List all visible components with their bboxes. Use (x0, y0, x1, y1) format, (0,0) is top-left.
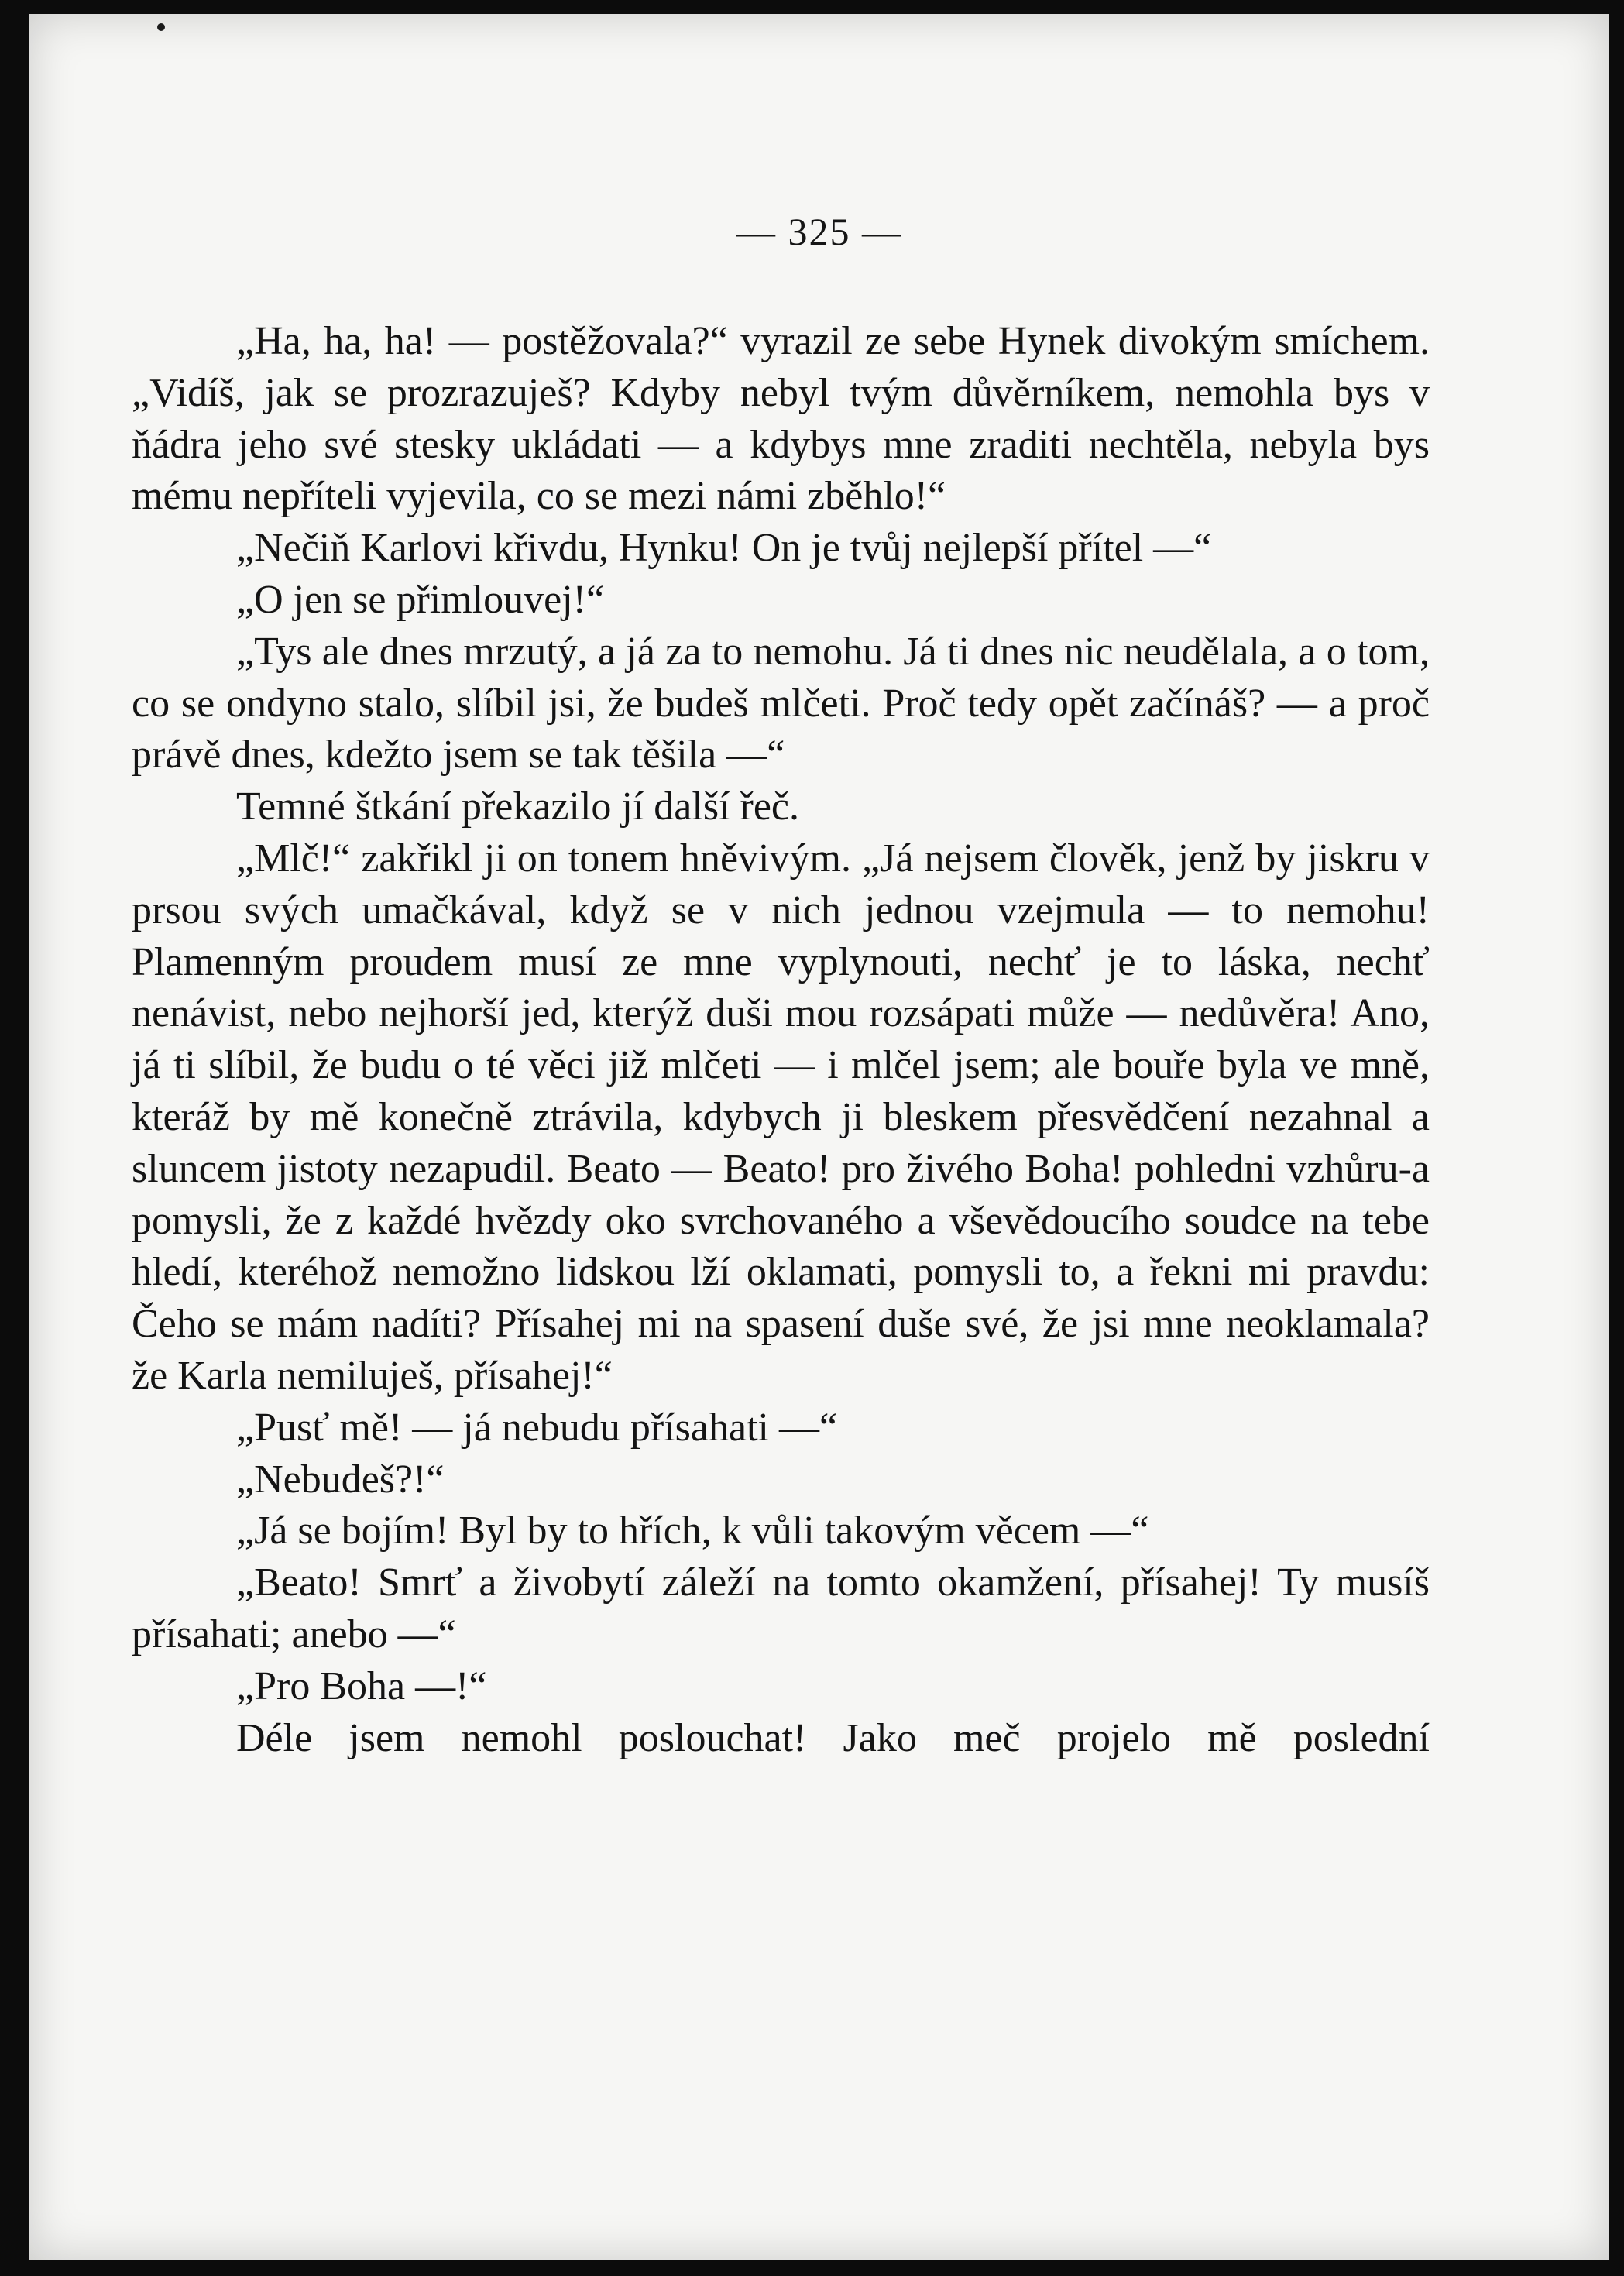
paragraph: „Já se bojím! Byl by to hřích, k vůli takovým věcem —“ (236, 1509, 1149, 1553)
paragraph: „Mlč!“ zakřikl ji on tonem hněvivým. „Já nejsem člověk, jenž by jiskru v prsou svých umačkával, když se v nich jednou vzejmula — to nemohu! Plamenným proudem musí ze mne vyplynouti, nechť je to láska, nechť nenávist, nebo nejhorší jed, kterýž duši mou rozsápati může — nedůvěra! Ano, já ti slíbil, že budu o té věci již mlčeti — i mlčel jsem; ale bouře byla ve mně, kteráž by mě konečně ztrávila, kdybych ji bleskem přesvědčení nezahnal a sluncem jistoty nezapudil. Beato — Beato! pro živého Boha! pohledni vzhůru-a pomysli, že z každé hvězdy oko svrchovaného a vševědoucího soudce na tebe hledí, kteréhož nemožno lidskou lží oklamati, pomysli to, a řekni mi pravdu: Čeho se mám nadíti? Přísahej mi na spasení duše své, že jsi mne neoklamala? že Karla nemiluješ, přísahej!“ (132, 836, 1430, 1398)
paragraph: „Nečiň Karlovi křivdu, Hynku! On je tvůj nejlepší přítel —“ (236, 526, 1212, 571)
page-number: — 325 — (736, 210, 902, 253)
ink-speck (157, 23, 165, 31)
paragraph: „Nebudeš?!“ (236, 1457, 445, 1502)
paragraph: „Beato! Smrť a živobytí záleží na tomto okamžení, přísahej! Ty musíš přísahati; anebo —“ (132, 1560, 1430, 1656)
paragraph: „Tys ale dnes mrzutý, a já za to nemohu. Já ti dnes nic neudělala, a o tom, co se ondyno stalo, slíbil jsi, že budeš mlčeti. Proč tedy opět začínáš? — a proč právě dnes, kdežto jsem se tak těšila —“ (132, 629, 1430, 778)
paragraph: „O jen se přimlouvej!“ (236, 577, 605, 622)
paragraph: „Pro Boha —!“ (236, 1663, 487, 1708)
body-text (132, 316, 1430, 1764)
book-page (29, 14, 1609, 2260)
paragraph: „Pusť mě! — já nebudu přísahati —“ (236, 1405, 838, 1450)
paragraph: Déle jsem nemohl poslouchat! Jako meč projelo mě poslední (236, 1715, 1430, 1760)
paragraph: Temné štkání překazilo jí další řeč. (236, 784, 799, 829)
paragraph: „Ha, ha, ha! — postěžovala?“ vyrazil ze sebe Hynek divokým smíchem. „Vidíš, jak se prozrazuješ? Kdyby nebyl tvým důvěrníkem, nemohla bys v ňádra jeho své stesky ukládati — a kdybys mne zraditi nechtěla, nebyla bys mému nepříteli vyjevila, co se mezi námi zběhlo!“ (132, 319, 1430, 519)
